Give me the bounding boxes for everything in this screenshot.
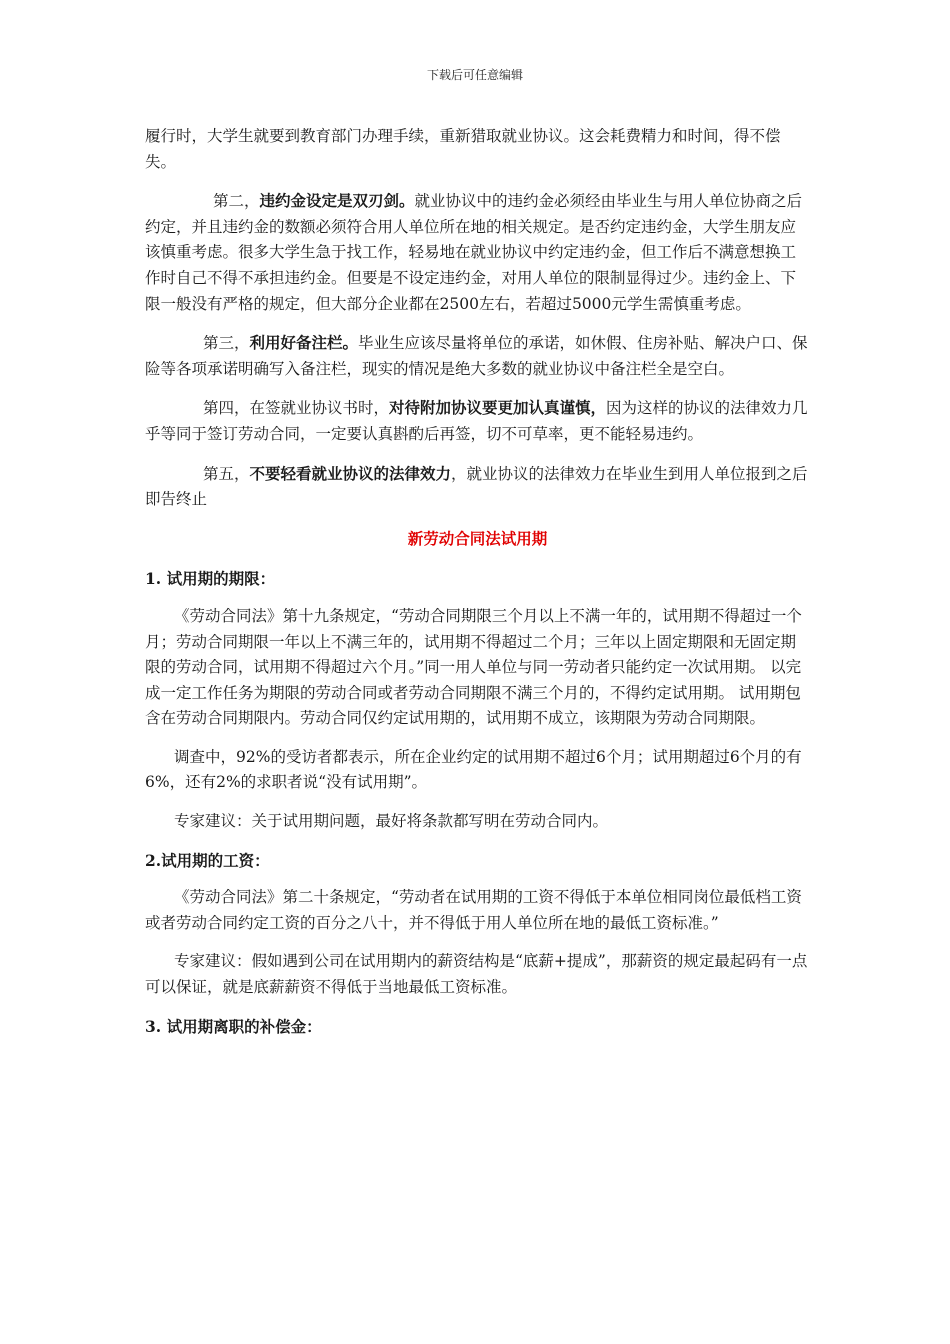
section-1-paragraph-2: 调查中，92%的受访者都表示，所在企业约定的试用期不超过6个月；试用期超过6个月的有6%，还有2%的求职者说“没有试用期”。 <box>145 747 802 792</box>
paragraph-fifth-bold: 不要轻看就业协议的法律效力 <box>249 463 452 483</box>
section-2-title: 2.试用期的工资： <box>145 850 270 870</box>
section-1-paragraph-1: 《劳动合同法》第十九条规定，“劳动合同期限三个月以上不满一年的，试用期不得超过一个月；劳动合同期限一年以上不满三年的，试用期不得超过二个月；三年以上固定期限和无固定期限的劳动合同，试用期不得超过六个月。”同一用人单位与同一劳动者只能约定一次试用期。 以完成一定工作任务为期限的劳动合同或者劳动合同期限不满三个月的，不得约定试用期。 试用期包含在劳动合同期限内。劳动合同仅约定试用期的，试用期不成立，该期限为劳动合同期限。 <box>145 606 802 728</box>
paragraph-fourth-rest: 因为这样的协议的法律效力几乎等同于签订劳动合同，一定要认真斟酌后再签，切不可草率，更不能轻易违约。 <box>145 399 808 443</box>
paragraph-second-lead: 第二， <box>213 192 260 211</box>
paragraph-third-lead: 第三， <box>203 334 250 353</box>
section-1-title: 1. 试用期的期限： <box>145 569 276 589</box>
paragraph-fourth-lead: 第四，在签就业协议书时， <box>203 399 390 418</box>
paragraph-third <box>145 330 810 382</box>
paragraph-fourth <box>145 395 810 447</box>
paragraph-second-rest: 就业协议中的违约金必须经由毕业生与用人单位协商之后约定，并且违约金的数额必须符合用人单位所在地的相关规定。是否约定违约金，大学生朋友应该慎重考虑。很多大学生急于找工作，轻易地在就业协议中约定违约金，但工作后不满意想换工作时自己不得不承担违约金。但要是不设定违约金，对用人单位的限制显得过少。违约金上、下限一般没有严格的规定，但大部分企业都在2500左右，若超过5000元学生需慎重考虑。 <box>145 192 803 313</box>
section-1-paragraph-3: 专家建议：关于试用期问题，最好将条款都写明在劳动合同内。 <box>174 812 609 831</box>
section-3-title: 3. 试用期离职的补偿金： <box>145 1016 322 1036</box>
section-heading-red: 新劳动合同法试用期 <box>407 528 548 548</box>
document-body <box>145 124 810 1051</box>
section-2-paragraph-1: 《劳动合同法》第二十条规定，“劳动者在试用期的工资不得低于本单位相同岗位最低档工资或者劳动合同约定工资的百分之八十，并不得低于用人单位所在地的最低工资标准。” <box>145 888 802 932</box>
paragraph-second <box>145 188 810 317</box>
paragraph-fifth-lead: 第五， <box>203 464 250 483</box>
paragraph-fifth <box>145 461 810 513</box>
paragraph-fifth-rest: ，就业协议的法律效力在毕业生到用人单位报到之后即告终止 <box>145 464 808 509</box>
paragraph-continuation: 履行时，大学生就要到教育部门办理手续，重新猎取就业协议。这会耗费精力和时间，得不偿失。 <box>145 127 781 171</box>
paragraph-third-bold: 利用好备注栏。 <box>249 333 359 353</box>
section-2-paragraph-2: 专家建议：假如遇到公司在试用期内的薪资结构是“底薪+提成”，那薪资的规定最起码有一点可以保证，就是底薪薪资不得低于当地最低工资标准。 <box>145 952 808 997</box>
paragraph-second-bold: 违约金设定是双刃剑。 <box>259 191 415 211</box>
page-header: 下载后可任意编辑 <box>426 68 523 82</box>
paragraph-fourth-bold: 对待附加协议要更加认真谨慎， <box>389 398 607 418</box>
paragraph-third-rest: 毕业生应该尽量将单位的承诺，如休假、住房补贴、解决户口、保险等各项承诺明确写入备注栏，现实的情况是绝大多数的就业协议中备注栏全是空白。 <box>145 334 808 378</box>
